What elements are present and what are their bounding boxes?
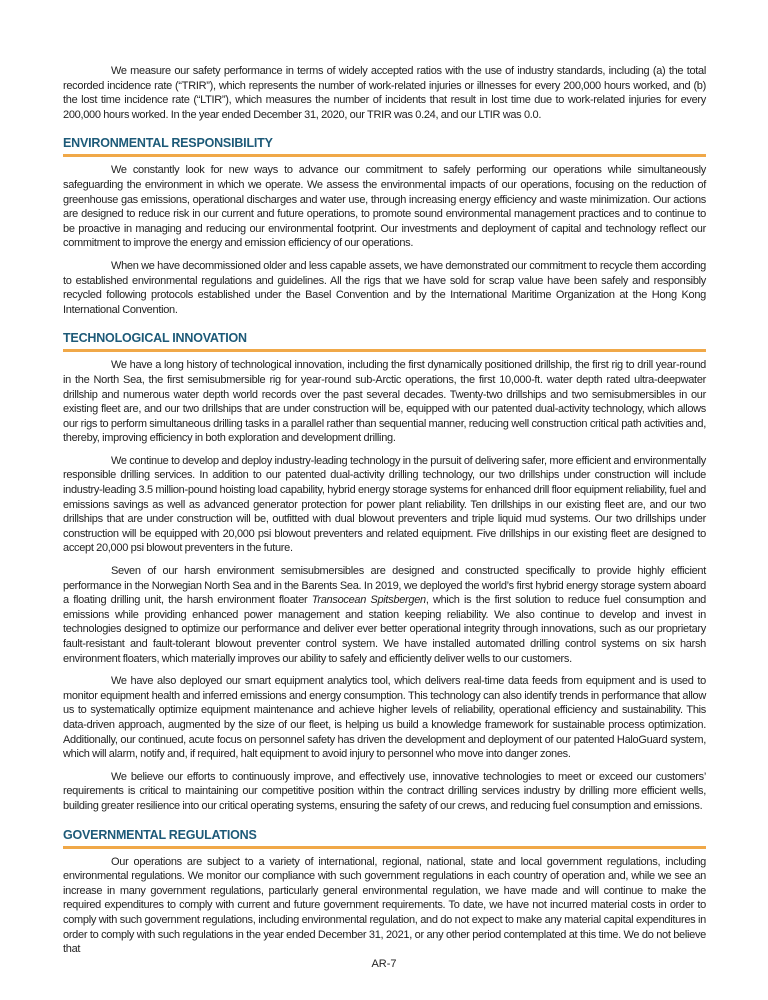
section-heading-governmental: GOVERNMENTAL REGULATIONS [63,828,706,849]
safety-paragraph: We measure our safety performance in terms of widely accepted ratios with the use of industry standards, including (a) the total recorded incidence rate (“TRIR”), which represents the number of work-related injuries or illnesses for every 200,000 hours worked, and (b) the lost time incidence rate (“LTIR”), which measures the number of incidents that result in lost time due to work-related injuries for every 200,000 hours worked. In the year ended December 31, 2020, our TRIR was 0.24, and our LTIR was 0.0. [63,65,706,121]
tech-paragraph-4: We have also deployed our smart equipment analytics tool, which delivers real-time data feeds from equipment and is used to monitor equipment health and inferred emissions and energy consumption. This technology can also identify trends in performance that allow us to systematically optimize equipment maintenance and achieve higher levels of reliability, operational efficiency and sustainability. This data-driven approach, augmented by the size of our fleet, is helping us build a knowledge framework for sustainable process optimization. Additionally, our continued, acute focus on personnel safety has driven the development and deployment of our patented HaloGuard system, which will alarm, notify and, if required, halt equipment to avoid injury to personnel who move into danger zones. [63,675,706,761]
tech-p3-part-a: Seven of our harsh environment semisubmersibles are designed and constructed specifically to provide highly efficient performance in the Norwegian North Sea and in the Barents Sea. In 2019, we deployed the world’s first hybrid energy storage system aboard a floating drilling unit, the harsh environment floater [63,565,706,607]
section-heading-technological: TECHNOLOGICAL INNOVATION [63,331,706,352]
env-paragraph-2: When we have decommissioned older and less capable assets, we have demonstrated our commitment to recycle them according to established environmental regulations and guidelines. All the rigs that we have sold for scrap value have been safely and responsibly recycled following protocols established under the Basel Convention and by the International Maritime Organization at the Hong Kong International Convention. [63,259,706,316]
tech-p3-part-b: , which is the first solution to reduce fuel consumption and emissions while providing enhanced power management and station keeping reliability. We also continue to develop and invest in technologies designed to optimize our performance and deliver ever better operational integrity through innovations, such as our proprietary fault-resistant and fault-tolerant blowout preventer control system. We have installed automated drilling control systems on six harsh environment floaters, which materially improves our ability to safely and efficiently deliver wells to our customers. [63,594,706,665]
rig-name: Transocean Spitsbergen [311,594,426,607]
tech-paragraph-2: We continue to develop and deploy industry-leading technology in the pursuit of delivering safer, more efficient and environmentally responsible drilling services. In addition to our patented dual-activity drilling technology, our two drillships under construction will include industry-leading 3.5 million-pound hoisting load capability, hybrid energy storage systems for enhanced drill floor equipment reliability, fuel and emissions savings as well as advanced generator protection for power plant reliability. Ten drillships in our existing fleet are, and our two drillships that are under construction will be, outfitted with dual blowout preventers and triple liquid mud systems. Our two drillships under construction will be equipped with 20,000 psi blowout preventers and related equipment. Five drillships in our existing fleet are designed to accept 20,000 psi blowout preventers in the future. [63,454,706,555]
gov-paragraph-1: Our operations are subject to a variety of international, regional, national, state and local government regulations, including environmental regulations. We monitor our compliance with such government regulations in each country of operation and, while we see an increase in many government regulations, particularly general environmental regulation, we have made and will continue to make the required expenditures to comply with current and future government requirements. To date, we have not incurred material costs in order to comply with such government regulations, including environmental regulation, and do not expect to make any material capital expenditures in order to comply with such regulations in the year ended December 31, 2021, or any other period contemplated at this time. We do not believe that [63,855,706,956]
document-page [63,64,706,965]
section-heading-environmental: ENVIRONMENTAL RESPONSIBILITY [63,136,706,157]
env-paragraph-1: We constantly look for new ways to advance our commitment to safely performing our operations while simultaneously safeguarding the environment in which we operate. We assess the environmental impacts of our operations, focusing on the reduction of greenhouse gas emissions, operational discharges and water use, through increasing energy efficiency and waste minimization. Our actions are designed to reduce risk in our current and future operations, to promote sound environmental management practices and to continue to be proactive in managing and reducing our environmental footprint. Our investments and deployment of capital and technology reflect our commitment to improve the energy and emission efficiency of our operations. [63,164,706,250]
tech-paragraph-3 [63,564,706,666]
page-number: AR-7 [371,958,397,970]
tech-paragraph-1: We have a long history of technological innovation, including the first dynamically positioned drillship, the first rig to drill year-round in the North Sea, the first semisubmersible rig for year-round sub-Arctic operations, the first 10,000-ft. water depth rated ultra-deepwater drillship and numerous water depth world records over the past several decades. Twenty-two drillships and two semisubmersibles in our existing fleet are, and our two drillships that are under construction will be, equipped with our patented dual-activity technology, which allows our rigs to perform simultaneous drilling tasks in a parallel rather than sequential manner, reducing well construction critical path activities and, thereby, improving efficiency in both exploration and development drilling. [63,359,706,445]
tech-paragraph-5: We believe our efforts to continuously improve, and effectively use, innovative technologies to meet or exceed our customers’ requirements is critical to maintaining our competitive position within the contract drilling services industry by drilling more efficient wells, building greater resilience into our critical operating systems, ensuring the safety of our crews, and reducing fuel consumption and emissions. [63,770,706,812]
